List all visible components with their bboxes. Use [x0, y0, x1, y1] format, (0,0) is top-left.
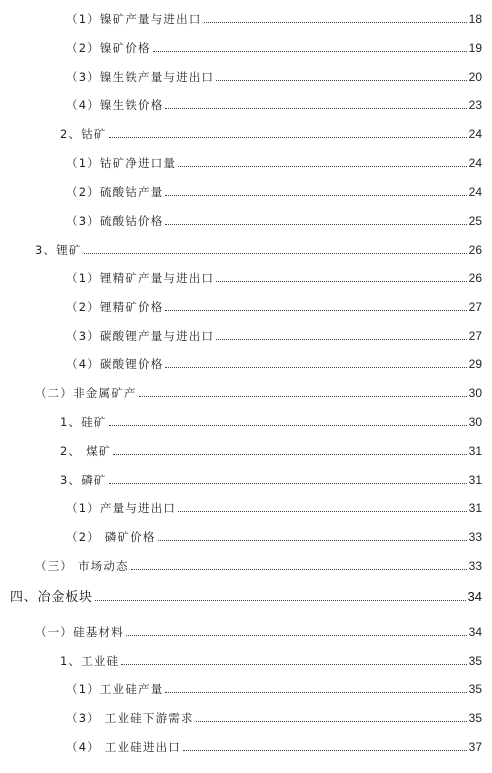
toc-entry-title: （二）非金属矿产 [35, 386, 137, 400]
dot-leader [165, 195, 466, 196]
dot-leader [131, 569, 467, 570]
toc-entry[interactable] [35, 624, 482, 640]
dot-leader [216, 281, 466, 282]
toc-page-number: 27 [468, 300, 482, 314]
dot-leader [139, 396, 467, 397]
dot-leader [121, 664, 466, 665]
toc-entry[interactable] [66, 739, 482, 755]
toc-page-number: 24 [468, 127, 482, 141]
toc-page-number: 26 [468, 243, 482, 257]
toc-page-number: 35 [468, 711, 482, 725]
dot-leader [126, 635, 467, 636]
toc-entry[interactable] [66, 356, 482, 372]
toc-entry[interactable] [60, 443, 482, 459]
toc-page-number: 24 [468, 156, 482, 170]
toc-entry-title: （3）碳酸锂产量与进出口 [66, 329, 215, 343]
toc-page-number: 25 [468, 214, 482, 228]
toc-entry[interactable] [66, 299, 482, 315]
toc-entry-title: （1）钴矿净进口量 [66, 156, 177, 170]
toc-page-number: 35 [468, 682, 482, 696]
toc-entry-title: （三） 市场动态 [35, 559, 129, 573]
dot-leader [109, 137, 467, 138]
toc-entry[interactable] [60, 126, 482, 142]
toc-entry-title: （4）镍生铁价格 [66, 98, 164, 112]
dot-leader [178, 166, 467, 167]
toc-page-number: 30 [468, 386, 482, 400]
toc-entry-title: 2、 煤矿 [60, 444, 112, 458]
toc-entry-title: （4） 工业硅进出口 [66, 740, 181, 754]
dot-leader [165, 224, 466, 225]
dot-leader [113, 454, 466, 455]
dot-leader [165, 310, 466, 311]
toc-entry-title: （2）镍矿价格 [66, 41, 151, 55]
toc-page-number: 31 [468, 473, 482, 487]
dot-leader [153, 51, 467, 52]
toc-page-number: 31 [468, 444, 482, 458]
toc-entry[interactable] [66, 69, 482, 85]
toc-page-number: 34 [468, 625, 482, 639]
toc-entry[interactable] [60, 472, 482, 488]
dot-leader [178, 511, 467, 512]
dot-leader [165, 367, 466, 368]
toc-entry[interactable] [35, 242, 482, 258]
dot-leader [204, 22, 467, 23]
toc-entry[interactable] [66, 529, 482, 545]
toc-page-number: 19 [468, 41, 482, 55]
toc-entry-title: （1）工业硅产量 [66, 682, 164, 696]
toc-entry[interactable] [66, 710, 482, 726]
toc-entry-title: （1）锂精矿产量与进出口 [66, 271, 215, 285]
toc-entry-title: 3、磷矿 [60, 473, 107, 487]
toc-entry[interactable] [60, 414, 482, 430]
toc-page-number: 33 [468, 559, 482, 573]
toc-entry-title: （1）产量与进出口 [66, 501, 177, 515]
dot-leader [183, 750, 467, 751]
toc-entry[interactable] [66, 328, 482, 344]
dot-leader [216, 80, 466, 81]
dot-leader [158, 540, 467, 541]
toc-entry[interactable] [66, 40, 482, 56]
dot-leader [109, 483, 467, 484]
dot-leader [109, 425, 467, 426]
toc-entry-title: （3）硫酸钴价格 [66, 214, 164, 228]
toc-entry-title: （2）硫酸钴产量 [66, 185, 164, 199]
toc-page-number: 27 [468, 329, 482, 343]
toc-entry-title: （4）碳酸锂价格 [66, 357, 164, 371]
toc-entry-chapter[interactable] [10, 589, 482, 606]
toc-entry-title: （1）镍矿产量与进出口 [66, 12, 202, 26]
toc-page-number: 34 [467, 589, 482, 604]
toc-page-number: 35 [468, 654, 482, 668]
toc-entry-title: 1、硅矿 [60, 415, 107, 429]
toc-entry[interactable] [66, 270, 482, 286]
toc-entry[interactable] [66, 500, 482, 516]
dot-leader [95, 600, 466, 601]
toc-entry-title: （3） 工业硅下游需求 [66, 711, 194, 725]
toc-entry-title: （2） 磷矿价格 [66, 530, 156, 544]
toc-entry[interactable] [66, 213, 482, 229]
toc-entry[interactable] [35, 558, 482, 574]
toc-entry-title: 四、冶金板块 [10, 590, 93, 605]
dot-leader [165, 108, 466, 109]
toc-page-number: 37 [468, 740, 482, 754]
toc-page-number: 18 [468, 12, 482, 26]
dot-leader [165, 692, 466, 693]
toc-entry-title: （3）镍生铁产量与进出口 [66, 70, 215, 84]
toc-entry[interactable] [66, 97, 482, 113]
toc-page-number: 26 [468, 271, 482, 285]
dot-leader [216, 339, 466, 340]
toc-entry[interactable] [66, 184, 482, 200]
toc-entry-title: 3、锂矿 [35, 243, 82, 257]
toc-page-number: 29 [468, 357, 482, 371]
toc-entry-title: 2、钴矿 [60, 127, 107, 141]
toc-page-number: 30 [468, 415, 482, 429]
toc-entry[interactable] [60, 653, 482, 669]
dot-leader [196, 721, 467, 722]
toc-entry[interactable] [35, 385, 482, 401]
toc-page-number: 24 [468, 185, 482, 199]
dot-leader [84, 253, 467, 254]
toc-entry-title: （2）锂精矿价格 [66, 300, 164, 314]
toc-page-number: 33 [468, 530, 482, 544]
toc-page-number: 20 [468, 70, 482, 84]
toc-entry-title: 1、工业硅 [60, 654, 120, 668]
toc-entry[interactable] [66, 155, 482, 171]
toc-page-number: 31 [468, 501, 482, 515]
toc-entry[interactable] [66, 11, 482, 27]
toc-entry[interactable] [66, 681, 482, 697]
toc-page-number: 23 [468, 98, 482, 112]
toc-entry-title: （一）硅基材料 [35, 625, 124, 639]
